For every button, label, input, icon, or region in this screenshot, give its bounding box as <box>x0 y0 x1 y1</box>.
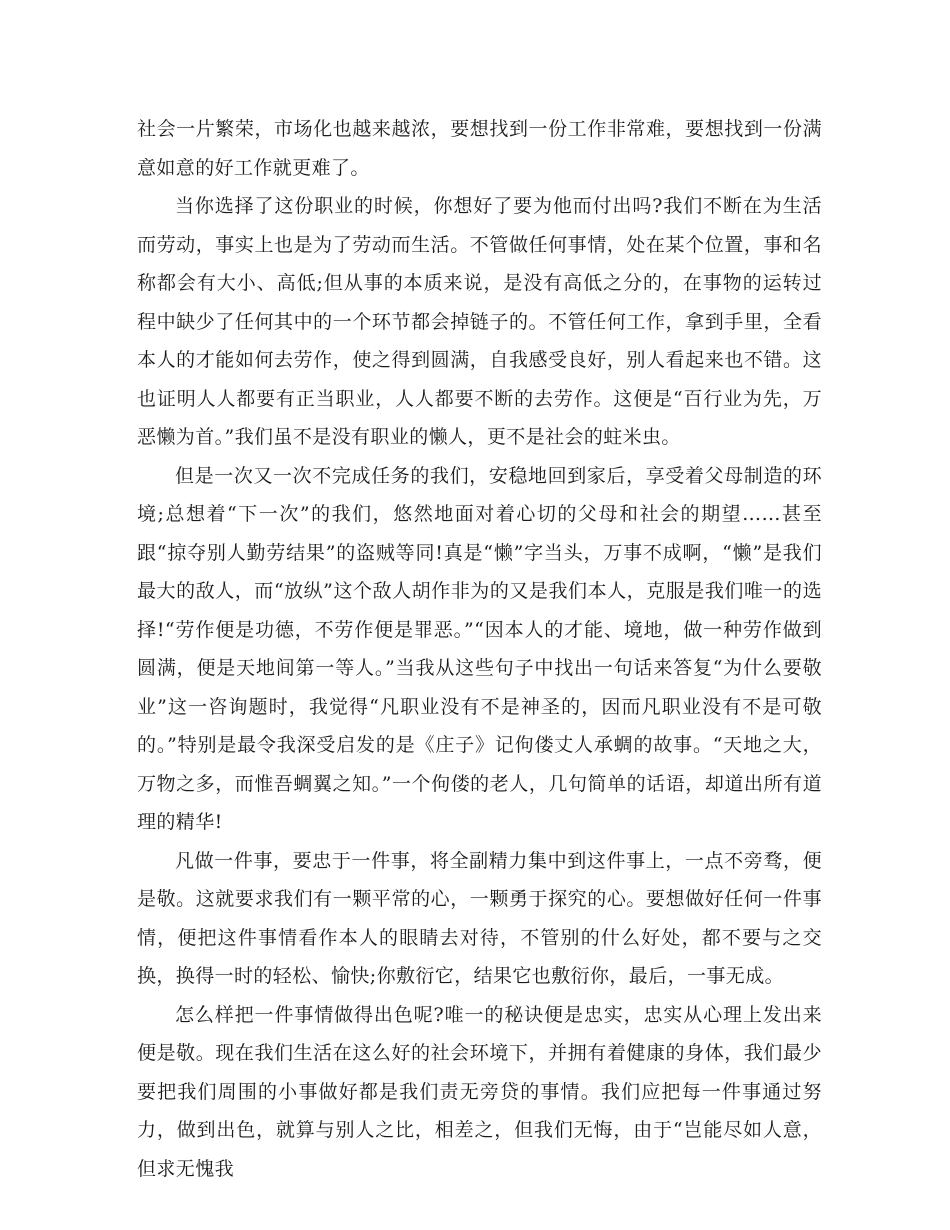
paragraph-1: 社会一片繁荣，市场化也越来越浓，要想找到一份工作非常难，要想找到一份满意如意的好工作就更难了。 <box>137 118 822 179</box>
paragraph-4: 凡做一件事，要忠于一件事，将全副精力集中到这件事上，一点不旁骛，便是敬。这就要求我们有一颗平常的心，一颗勇于探究的心。要想做好任何一件事情，便把这件事情看作本人的眼睛去对待，不管别的什么好处，都不要与之交换，换得一时的轻松、愉快;你敷衍它，结果它也敷衍你，最后，一事无成。 <box>137 849 822 987</box>
paragraph-5: 怎么样把一件事情做得出色呢?唯一的秘诀便是忠实，忠实从心理上发出来便是敬。现在我们生活在这么好的社会环境下，并拥有着健康的身体，我们最少要把我们周围的小事做好都是我们责无旁贷的事情。我们应把每一件事通过努力，做到出色，就算与别人之比，相差之，但我们无悔，由于“岂能尽如人意，但求无愧我 <box>137 1003 822 1180</box>
document-body <box>137 110 822 1188</box>
paragraph-2: 当你选择了这份职业的时候，你想好了要为他而付出吗?我们不断在为生活而劳动，事实上也是为了劳动而生活。不管做任何事情，处在某个位置，事和名称都会有大小、高低;但从事的本质来说，是没有高低之分的，在事物的运转过程中缺少了任何其中的一个环节都会掉链子的。不管任何工作，拿到手里，全看本人的才能如何去劳作，使之得到圆满，自我感受良好，别人看起来也不错。这也证明人人都要有正当职业，人人都要不断的去劳作。这便是“百行业为先，万恶懒为首。”我们虽不是没有职业的懒人，更不是社会的蛀米虫。 <box>137 195 822 448</box>
paragraph-3: 但是一次又一次不完成任务的我们，安稳地回到家后，享受着父母制造的环境;总想着“下一次”的我们，悠然地面对着心切的父母和社会的期望……甚至跟“掠夺别人勤劳结果”的盗贼等同!真是“懒”字当头，万事不成啊，“懒”是我们最大的敌人，而“放纵”这个敌人胡作非为的又是我们本人，克服是我们唯一的选择!“劳作便是功德，不劳作便是罪恶。”“因本人的才能、境地，做一种劳作做到圆满，便是天地间第一等人。”当我从这些句子中找出一句话来答复“为什么要敬业”这一咨询题时，我觉得“凡职业没有不是神圣的，因而凡职业没有不是可敬的。”特别是最令我深受启发的是《庄子》记佝偻丈人承蜩的故事。“天地之大，万物之多，而惟吾蜩翼之知。”一个佝偻的老人，几句简单的话语，却道出所有道理的精华! <box>137 464 822 833</box>
